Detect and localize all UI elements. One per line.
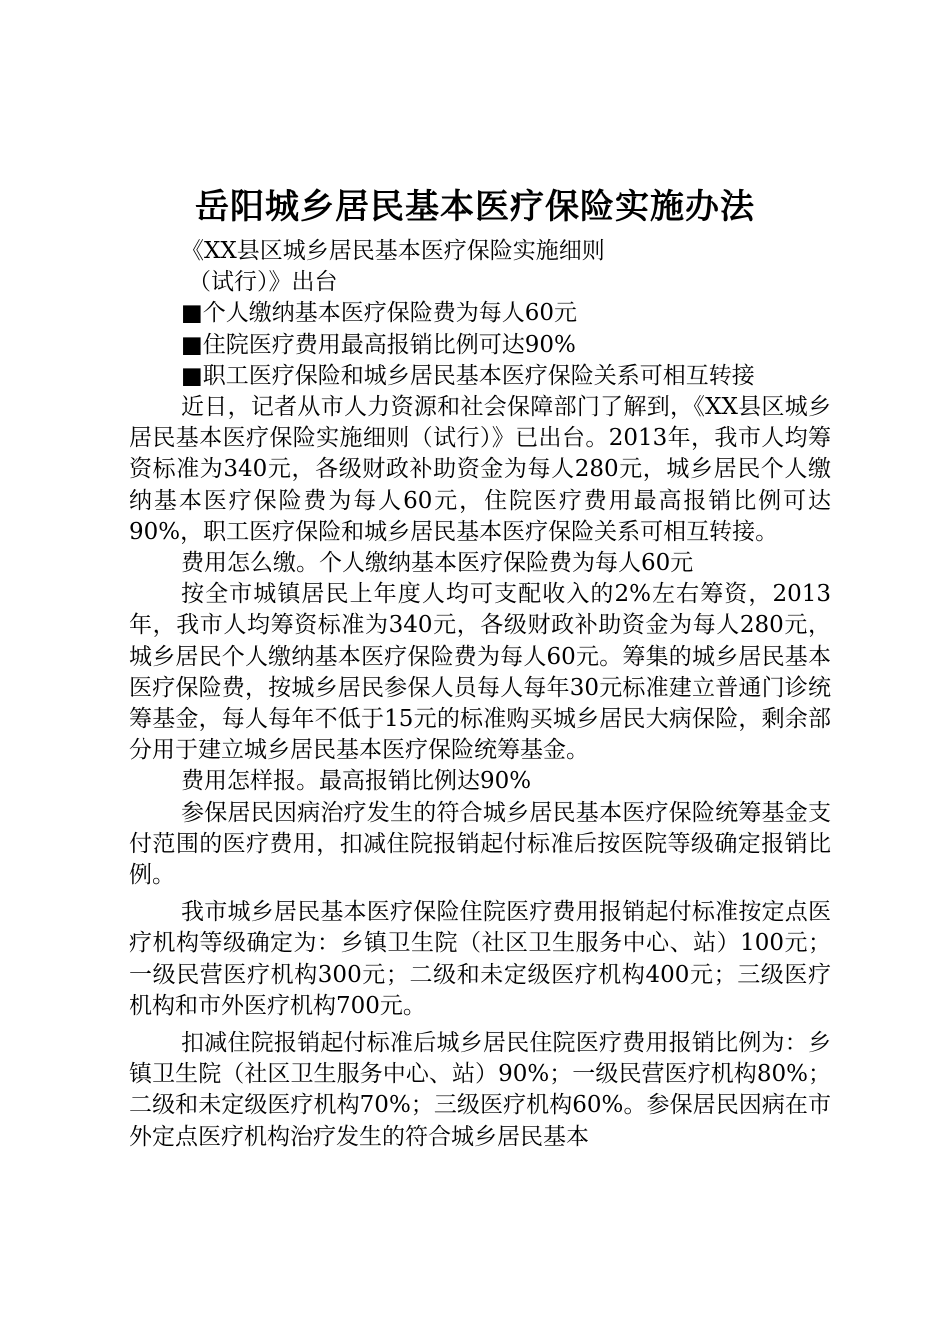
section-heading-payment: 费用怎么缴。个人缴纳基本医疗保险费为每人60元 [181, 549, 694, 576]
paragraph-payment: 按全市城镇居民上年度人均可支配收入的2%左右筹资，2013年，我市人均筹资标准为340元，各级财政补助资金为每人280元，城乡居民个人缴纳基本医疗保险费为每人60元。筹集的城乡居民基本医疗保险费，按城乡居民参保人员每人每年30元标准建立普通门诊统筹基金，每人每年不低于15元的标准购买城乡居民大病保险，剩余部分用于建立城乡居民基本医疗保险统筹基金。 [129, 581, 831, 764]
document-body [129, 236, 831, 1153]
paragraph-reimbursement-ratio: 扣减住院报销起付标准后城乡居民住院医疗费用报销比例为：乡镇卫生院（社区卫生服务中心、站）90%；一级民营医疗机构80%；二级和未定级医疗机构70%；三级医疗机构60%。参保居民因病在市外定点医疗机构治疗发生的符合城乡居民基本 [129, 1030, 831, 1150]
section-heading-reimbursement: 费用怎样报。最高报销比例达90% [181, 768, 532, 795]
bullet-item: ■个人缴纳基本医疗保险费为每人60元 [181, 300, 577, 327]
bullet-item: ■职工医疗保险和城乡居民基本医疗保险关系可相互转接 [181, 362, 755, 389]
bullet-item: ■住院医疗费用最高报销比例可达90% [181, 331, 576, 358]
paragraph-deductible-standard: 我市城乡居民基本医疗保险住院医疗费用报销起付标准按定点医疗机构等级确定为：乡镇卫生院（社区卫生服务中心、站）100元；一级民营医疗机构300元；二级和未定级医疗机构400元；三级医疗机构和市外医疗机构700元。 [129, 899, 831, 1019]
paragraph-reimbursement-scope: 参保居民因病治疗发生的符合城乡居民基本医疗保险统筹基金支付范围的医疗费用，扣减住院报销起付标准后按医院等级确定报销比例。 [129, 799, 831, 888]
document-title: 岳阳城乡居民基本医疗保险实施办法 [195, 187, 755, 227]
paragraph-intro: 近日，记者从市人力资源和社会保障部门了解到，《XX县区城乡居民基本医疗保险实施细则（试行）》已出台。2013年，我市人均筹资标准为340元，各级财政补助资金为每人280元，城乡居民个人缴纳基本医疗保险费为每人60元，住院医疗费用最高报销比例可达90%，职工医疗保险和城乡居民基本医疗保险关系可相互转接。 [129, 393, 831, 545]
subtitle-line-1: 《XX县区城乡居民基本医疗保险实施细则 [181, 238, 605, 264]
subtitle-line-2: （试行）》出台 [188, 269, 338, 296]
